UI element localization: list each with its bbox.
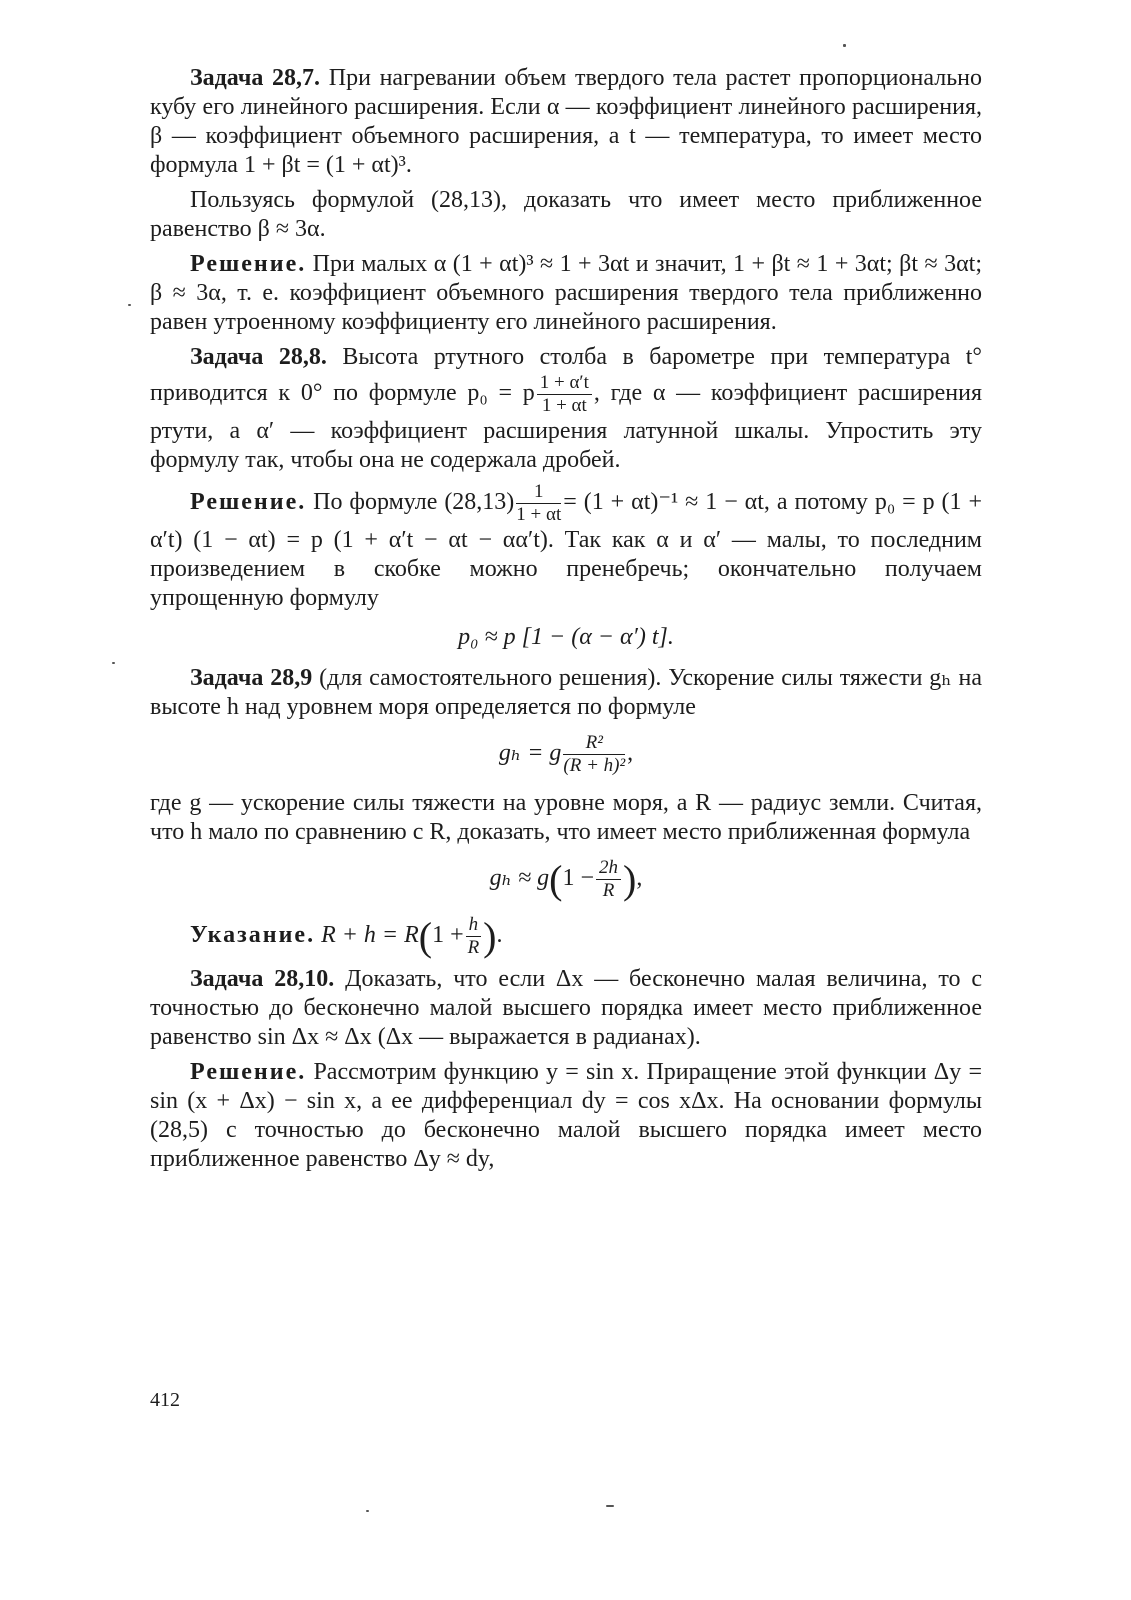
fraction-numerator: 2h: [596, 857, 621, 880]
fraction-numerator: h: [466, 914, 482, 937]
problem-text: (для самостоятельного решения). Ускорение силы тяжести gₕ на высоте h над уровнем моря определяется по формуле: [150, 665, 983, 720]
solution-text: При малых α (1 + αt)³ ≈ 1 + 3αt и значит, 1 + βt ≈ 1 + 3αt; βt ≈ 3αt; β ≈ 3α, т. е. коэффициент объемного расширения твердого тела приближенно равен утроенному коэффициенту его линейного расширения.: [150, 251, 982, 335]
scan-speck: [366, 1510, 369, 1512]
page-body: [150, 64, 982, 1174]
fraction-denominator: (R + h)²: [563, 755, 626, 776]
fraction: [516, 481, 561, 526]
formula: p₀ ≈ p [1 − (α − α′) t].: [458, 624, 674, 650]
fraction: [563, 732, 625, 777]
hint-formula: R + h = R: [315, 922, 419, 949]
fraction-denominator: R: [467, 937, 480, 958]
solution-text-a: По формуле (28,13): [306, 489, 515, 516]
fraction-numerator: R²: [563, 732, 625, 755]
problem-text-b: , где α — коэффициент расширения ртути, а α′ — коэффициент расширения латунной шкалы. Упростить эту формулу так, чтобы она не содержала дробей.: [150, 380, 982, 473]
problem-text: При нагревании объем твердого тела растет пропорционально кубу его линейного расширения. Если α — коэффициент линейного расширения, β — коэффициент объемного расширения, а t — температура, то имеет место формула 1 + βt = (1 + αt)³.: [150, 65, 982, 178]
page-number: 412: [150, 1389, 180, 1411]
hint-part: 1 +: [432, 922, 464, 949]
problem-28-9: [150, 664, 982, 722]
solution-heading: Решение.: [190, 1059, 307, 1085]
scan-speck: [606, 1505, 614, 1507]
fraction: [537, 372, 592, 417]
solution-28-10: [150, 1058, 982, 1174]
hint-tail: .: [496, 922, 503, 949]
problem-28-10: [150, 965, 982, 1052]
problem-heading: Задача 28,10.: [190, 966, 335, 992]
solution-text-b: = (1 + αt)⁻¹ ≈ 1 − αt, а потому p₀ = p (1 + α′t) (1 − αt) = p (1 + α′t − αt − αα′t). Так как α и α′ — малы, то последним произведением в скобке можно пренебречь; окончательно получаем упрощенную формулу: [150, 489, 982, 611]
paren-close: ): [623, 857, 637, 902]
fraction-denominator: R: [602, 880, 615, 901]
solution-heading: Решение.: [190, 489, 307, 516]
solution-28-8: [150, 481, 982, 613]
fraction-numerator: 1: [516, 481, 561, 504]
fraction-numerator: 1 + α′t: [537, 372, 592, 395]
formula-tail: ,: [636, 865, 643, 892]
problem-28-7-task: Пользуясь формулой (28,13), доказать что имеет место приближенное равенство β ≈ 3α.: [150, 187, 982, 242]
fraction: [466, 914, 482, 959]
problem-text-a: Высота ртутного столба в барометре при температура t° приводится к 0° по формуле p₀ = p: [150, 344, 982, 407]
formula-part: 1 −: [562, 865, 595, 892]
formula-approx: [150, 857, 982, 902]
problem-text: Доказать, что если Δx — бесконечно малая величина, то с точностью до бесконечно малой высшего порядка имеет место приближенное равенство sin Δx ≈ Δx (Δx — выражается в радианах).: [150, 966, 982, 1050]
paren-close: ): [483, 914, 497, 959]
scan-speck: [843, 44, 846, 47]
problem-28-7: [150, 64, 982, 180]
hint: [150, 914, 982, 959]
solution-text: Рассмотрим функцию y = sin x. Приращение этой функции Δy = sin (x + Δx) − sin x, а ее дифференциал dy = cos xΔx. На основании формулы (28,5) с точностью до бесконечно малой высшего порядка имеет место приближенное равенство Δy ≈ dy,: [150, 1059, 982, 1172]
paren-open: (: [418, 914, 433, 959]
formula-g-h: [150, 732, 982, 777]
scan-speck: [128, 304, 131, 306]
formula-left: gₕ ≈ g: [489, 865, 550, 892]
fraction: [596, 857, 621, 902]
problem-28-9-text: где g — ускорение силы тяжести на уровне моря, а R — радиус земли. Считая, что h мало по сравнению с R, доказать, что имеет место приближенная формула: [150, 790, 982, 845]
fraction-denominator: 1 + αt: [541, 395, 587, 416]
solution-heading: Решение.: [190, 251, 307, 277]
paren-open: (: [549, 857, 563, 902]
fraction-denominator: 1 + αt: [516, 504, 562, 525]
result-formula: [150, 623, 982, 652]
formula-tail: ,: [627, 740, 634, 767]
hint-heading: Указание.: [190, 922, 316, 949]
problem-heading: Задача 28,9: [190, 665, 313, 691]
problem-28-8: [150, 343, 982, 475]
problem-heading: Задача 28,8.: [190, 344, 327, 370]
solution-28-7: [150, 250, 982, 337]
formula-left: gₕ = g: [498, 740, 562, 767]
problem-heading: Задача 28,7.: [190, 65, 321, 91]
scan-speck: [112, 662, 115, 664]
